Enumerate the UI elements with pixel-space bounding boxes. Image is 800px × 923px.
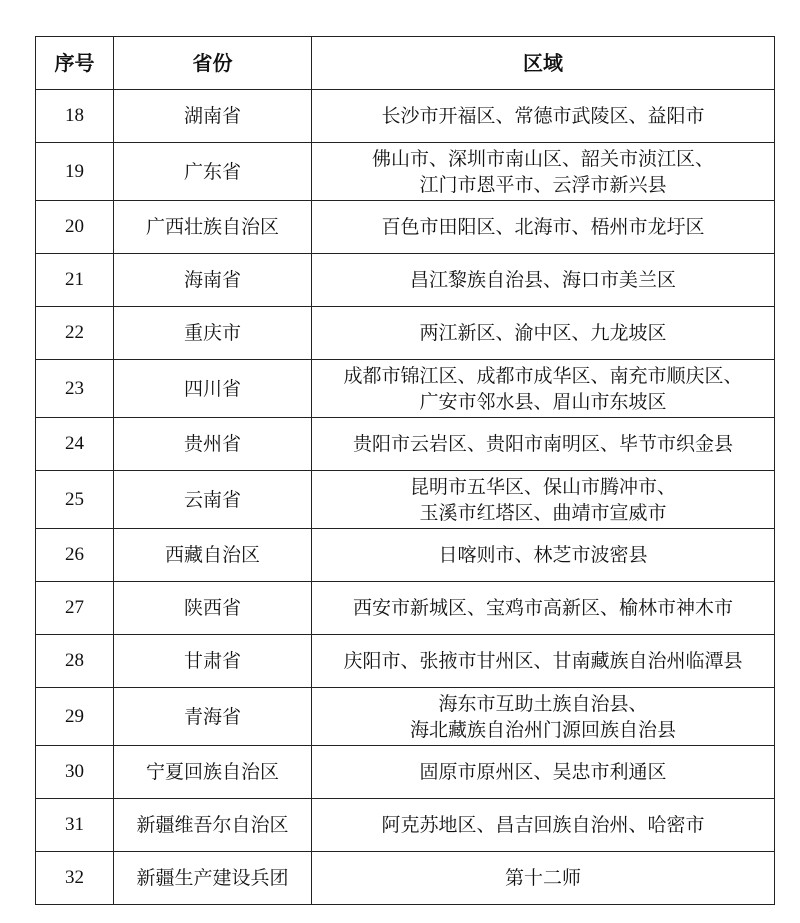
table-row [36, 471, 775, 529]
area-line: 阿克苏地区、昌吉回族自治州、哈密市 [381, 814, 705, 836]
row-area [312, 746, 775, 799]
area-line: 昆明市五华区、保山市腾冲市、 [409, 475, 676, 498]
table-body [36, 90, 775, 905]
header-province: 省份 [114, 37, 312, 90]
area-line: 第十二师 [504, 867, 581, 889]
area-line: 贵阳市云岩区、贵阳市南明区、毕节市织金县 [352, 433, 733, 455]
row-number: 23 [36, 360, 114, 418]
table-row [36, 254, 775, 307]
row-number: 25 [36, 471, 114, 529]
area-line: 玉溪市红塔区、曲靖市宣威市 [419, 501, 667, 524]
area-line: 西安市新城区、宝鸡市高新区、榆林市神木市 [352, 597, 733, 619]
row-area [312, 635, 775, 688]
row-area [312, 582, 775, 635]
row-area [312, 529, 775, 582]
table-row [36, 688, 775, 746]
row-number: 30 [36, 746, 114, 799]
row-number: 27 [36, 582, 114, 635]
row-province: 甘肃省 [114, 635, 312, 688]
area-line: 庆阳市、张掖市甘州区、甘南藏族自治州临潭县 [343, 650, 743, 672]
area-line: 海北藏族自治州门源回族自治县 [409, 718, 676, 741]
row-number: 32 [36, 852, 114, 905]
row-area [312, 418, 775, 471]
row-number: 31 [36, 799, 114, 852]
table-row [36, 582, 775, 635]
row-province: 云南省 [114, 471, 312, 529]
area-line: 海东市互助土族自治县、 [438, 692, 648, 715]
table-row [36, 418, 775, 471]
row-province: 青海省 [114, 688, 312, 746]
area-line: 广安市邻水县、眉山市东坡区 [419, 390, 667, 413]
row-area [312, 90, 775, 143]
table-row [36, 201, 775, 254]
table-row [36, 143, 775, 201]
row-province: 贵州省 [114, 418, 312, 471]
area-line: 两江新区、渝中区、九龙坡区 [419, 322, 667, 344]
table-row [36, 635, 775, 688]
row-number: 22 [36, 307, 114, 360]
area-line: 佛山市、深圳市南山区、韶关市浈江区、 [371, 147, 714, 170]
row-number: 24 [36, 418, 114, 471]
row-number: 19 [36, 143, 114, 201]
row-number: 28 [36, 635, 114, 688]
row-area [312, 201, 775, 254]
row-province: 宁夏回族自治区 [114, 746, 312, 799]
regions-table [35, 36, 775, 905]
row-province: 广西壮族自治区 [114, 201, 312, 254]
header-area: 区域 [312, 37, 775, 90]
table-row [36, 90, 775, 143]
row-area [312, 254, 775, 307]
row-number: 26 [36, 529, 114, 582]
row-province: 重庆市 [114, 307, 312, 360]
area-line: 长沙市开福区、常德市武陵区、益阳市 [381, 105, 705, 127]
row-area [312, 143, 775, 201]
table-row [36, 529, 775, 582]
area-line: 固原市原州区、吴忠市利通区 [419, 761, 667, 783]
row-province: 广东省 [114, 143, 312, 201]
row-area [312, 471, 775, 529]
row-province: 新疆维吾尔自治区 [114, 799, 312, 852]
row-number: 29 [36, 688, 114, 746]
row-number: 18 [36, 90, 114, 143]
table-row [36, 360, 775, 418]
table-row [36, 852, 775, 905]
area-line: 成都市锦江区、成都市成华区、南充市顺庆区、 [343, 364, 743, 387]
row-province: 四川省 [114, 360, 312, 418]
row-province: 新疆生产建设兵团 [114, 852, 312, 905]
row-number: 20 [36, 201, 114, 254]
row-province: 陕西省 [114, 582, 312, 635]
row-province: 湖南省 [114, 90, 312, 143]
row-area [312, 852, 775, 905]
table-row [36, 746, 775, 799]
table-row [36, 799, 775, 852]
area-line: 江门市恩平市、云浮市新兴县 [419, 173, 667, 196]
header-number: 序号 [36, 37, 114, 90]
area-line: 日喀则市、林芝市波密县 [438, 544, 648, 566]
row-area [312, 799, 775, 852]
area-line: 昌江黎族自治县、海口市美兰区 [409, 269, 676, 291]
area-line: 百色市田阳区、北海市、梧州市龙圩区 [381, 216, 705, 238]
table-row [36, 307, 775, 360]
row-area [312, 688, 775, 746]
row-province: 海南省 [114, 254, 312, 307]
header-row [36, 37, 775, 90]
row-area [312, 360, 775, 418]
row-number: 21 [36, 254, 114, 307]
row-area [312, 307, 775, 360]
row-province: 西藏自治区 [114, 529, 312, 582]
